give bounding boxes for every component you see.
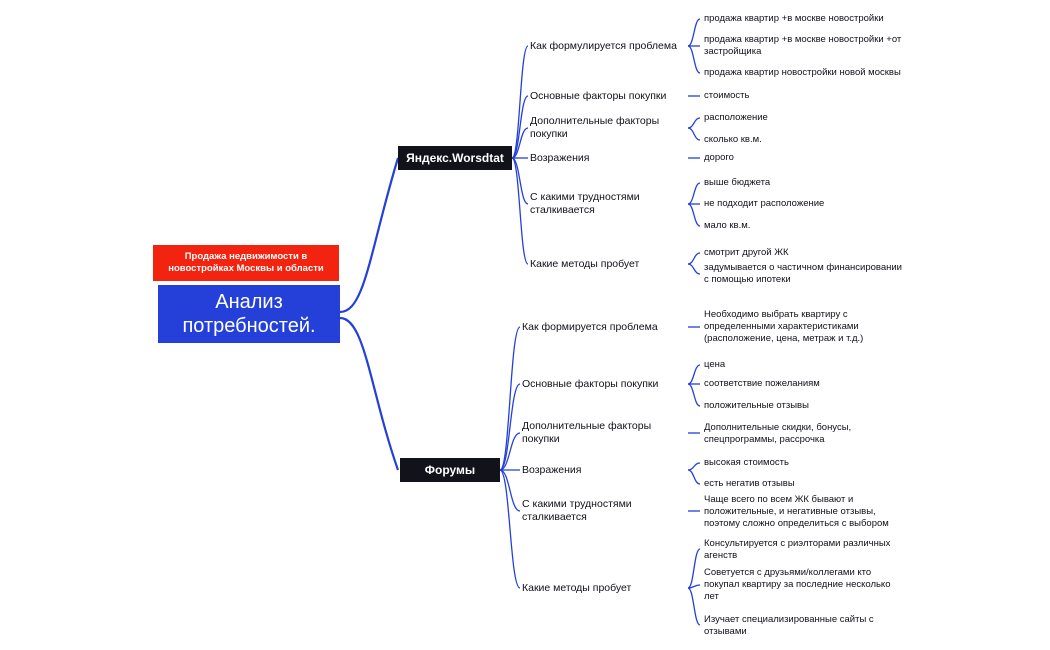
topic-label: Основные факторы покупки [522,377,659,390]
leaf-label: задумывается о частичном финансировании с помощью ипотеки [704,262,902,285]
leaf-label: есть негатив отзывы [704,478,795,489]
branch-label-yandex-wordstat[interactable]: Яндекс.Worsdtat [398,146,512,170]
leaf-node[interactable] [704,308,900,346]
topic-node[interactable] [522,580,682,596]
leaf-node[interactable] [704,493,904,531]
leaf-label: соответствие пожеланиям [704,378,820,389]
leaf-label: Необходимо выбрать квартиру с определенными характеристиками (расположение, цена, метраж и т.д.) [704,309,864,344]
topic-label: Дополнительные факторы покупки [522,420,652,445]
root-title[interactable]: Анализ потребностей. [158,285,340,343]
leaf-node[interactable] [704,89,884,103]
leaf-node[interactable] [704,399,884,413]
topic-node[interactable] [530,256,686,272]
leaf-label: смотрит другой ЖК [704,247,789,258]
topic-label: Как формулируется проблема [530,39,677,52]
leaf-node[interactable] [704,176,884,190]
topic-node[interactable] [530,150,686,166]
leaf-label: Советуется с друзьями/коллегами кто покупал квартиру за последние несколько лет [704,567,891,602]
leaf-label: мало кв.м. [704,220,751,231]
leaf-node[interactable] [704,219,884,233]
leaf-node[interactable] [704,133,884,147]
topic-node[interactable] [522,420,686,445]
topic-label: Какие методы пробует [522,581,632,594]
root-banner: Продажа недвижимости в новостройках Москвы и области [153,245,339,281]
leaf-label: продажа квартир +в москве новостройки +от застройщика [704,34,902,57]
leaf-node[interactable] [704,358,884,372]
leaf-node[interactable] [704,151,884,165]
topic-node[interactable] [530,191,690,216]
leaf-node[interactable] [704,477,884,491]
leaf-label: стоимость [704,90,750,101]
leaf-label: дорого [704,152,734,163]
leaf-label: расположение [704,112,768,123]
topic-label: Возражения [522,463,582,476]
leaf-label: Дополнительные скидки, бонусы, спецпрограммы, рассрочка [704,422,852,445]
topic-node[interactable] [522,462,682,478]
topic-node[interactable] [522,319,682,335]
leaf-label: Консультируется с риэлторами различных агенств [704,538,891,561]
leaf-label: цена [704,359,726,370]
topic-node[interactable] [530,38,686,54]
topic-label: С какими трудностями сталкивается [530,191,640,216]
leaf-label: продажа квартир новостройки новой москвы [704,67,901,78]
topic-node[interactable] [530,88,686,104]
topic-label: Дополнительные факторы покупки [530,115,660,140]
leaf-node[interactable] [704,456,884,470]
leaf-node[interactable] [704,566,896,604]
topic-label: Возражения [530,151,590,164]
topic-label: С какими трудностями сталкивается [522,498,632,523]
leaf-node[interactable] [704,66,924,80]
topic-node[interactable] [522,498,688,523]
leaf-node[interactable] [704,261,904,287]
leaf-label: Изучает специализированные сайты с отзывами [704,614,874,637]
leaf-label: не подходит расположение [704,198,825,209]
leaf-label: Чаще всего по всем ЖК бывают и положительные, и негативные отзывы, поэтому сложно определиться с выбором [704,494,889,529]
leaf-node[interactable] [704,197,894,211]
leaf-node[interactable] [704,111,884,125]
leaf-node[interactable] [704,421,894,447]
leaf-node[interactable] [704,377,884,391]
topic-label: Какие методы пробует [530,257,640,270]
topic-node[interactable] [522,376,682,392]
leaf-node[interactable] [704,12,924,26]
leaf-node[interactable] [704,33,904,59]
leaf-label: положительные отзывы [704,400,809,411]
leaf-node[interactable] [704,246,894,260]
topic-node[interactable] [530,115,690,140]
leaf-label: продажа квартир +в москве новостройки [704,13,884,24]
leaf-label: сколько кв.м. [704,134,762,145]
topic-label: Основные факторы покупки [530,89,667,102]
leaf-node[interactable] [704,537,896,563]
leaf-label: высокая стоимость [704,457,789,468]
leaf-label: выше бюджета [704,177,771,188]
topic-label: Как формируется проблема [522,320,658,333]
branch-label-forums[interactable]: Форумы [400,458,500,482]
leaf-node[interactable] [704,613,896,639]
